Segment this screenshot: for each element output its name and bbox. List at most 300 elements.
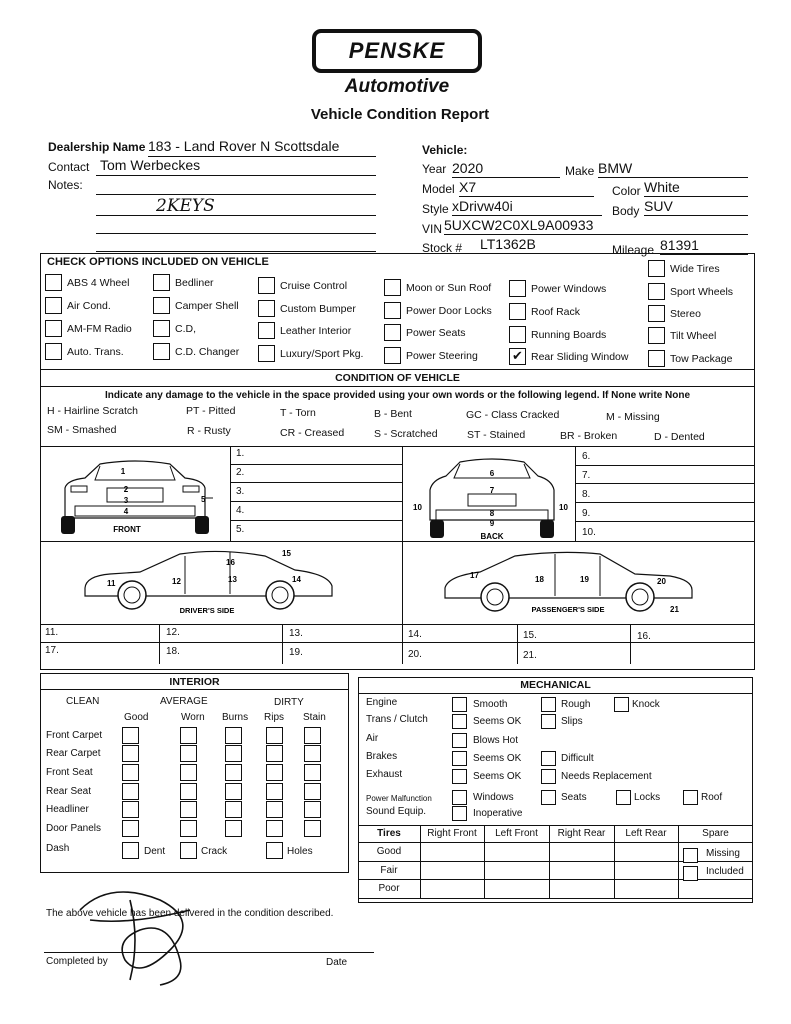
option-checkbox-luxury-sport-pkg[interactable]: [258, 345, 275, 362]
dash-option-holes: Holes: [287, 846, 313, 857]
mech-checkbox-roof[interactable]: [683, 790, 698, 805]
option-label-power-door-locks: Power Door Locks: [406, 305, 492, 317]
damage-number-18: 18.: [166, 646, 180, 657]
dealership-name-field[interactable]: [148, 138, 376, 157]
mech-option-difficult: Difficult: [561, 753, 594, 764]
mech-row-label: Brakes: [366, 751, 398, 762]
mech-checkbox-seems-ok[interactable]: [452, 714, 467, 729]
contact-field[interactable]: [96, 157, 376, 176]
interior-col-worn: Worn: [181, 712, 205, 723]
interior-checkbox[interactable]: [304, 783, 321, 800]
damage-entry-1[interactable]: [250, 448, 390, 462]
dash-checkbox-dent[interactable]: [122, 842, 139, 859]
legend-item: BR - Broken: [560, 430, 618, 442]
interior-checkbox[interactable]: [266, 745, 283, 762]
option-checkbox-auto-trans[interactable]: [45, 343, 62, 360]
grid-line: [230, 464, 402, 465]
front-mark-2: 2: [123, 485, 129, 494]
interior-checkbox[interactable]: [225, 801, 242, 818]
option-label-power-steering: Power Steering: [406, 350, 478, 362]
mech-option-seems-ok: Seems OK: [473, 753, 522, 764]
mech-option-locks: Locks: [634, 792, 661, 803]
option-label-sport-wheels: Sport Wheels: [670, 286, 734, 298]
option-label-tilt-wheel: Tilt Wheel: [670, 330, 717, 342]
option-label-luxury-sport-pkg: Luxury/Sport Pkg.: [280, 348, 364, 360]
model-label: Model: [422, 182, 455, 196]
grid-line: [230, 446, 231, 541]
interior-col-rips: Rips: [264, 712, 285, 723]
front-label: FRONT: [113, 525, 141, 534]
mech-checkbox-knock[interactable]: [614, 697, 629, 712]
damage-entry-18[interactable]: [190, 646, 275, 660]
notes-line-3[interactable]: [96, 216, 376, 234]
mech-checkbox-windows[interactable]: [452, 790, 467, 805]
interior-checkbox[interactable]: [180, 745, 197, 762]
option-checkbox-power-seats[interactable]: [384, 324, 401, 341]
legend-item: B - Bent: [374, 408, 412, 420]
damage-number-3: 3.: [236, 486, 245, 497]
option-label-moon-or-sun-roof: Moon or Sun Roof: [406, 282, 492, 294]
interior-row-label: Front Carpet: [46, 730, 103, 741]
dealership-name-label: Dealership Name: [48, 140, 146, 154]
mech-checkbox-locks[interactable]: [616, 790, 631, 805]
grid-line: [358, 898, 753, 899]
interior-checkbox[interactable]: [266, 764, 283, 781]
mech-row-label: Trans / Clutch: [366, 714, 428, 725]
driver-mark-16: 16: [226, 558, 235, 567]
back-mark-9: 9: [489, 519, 495, 528]
tires-header: Left Rear: [625, 828, 667, 839]
option-label-bedliner: Bedliner: [175, 277, 214, 289]
interior-checkbox[interactable]: [180, 727, 197, 744]
option-label-rear-sliding-window: Rear Sliding Window: [531, 351, 629, 363]
vin-field[interactable]: [444, 217, 748, 235]
interior-checkbox[interactable]: [304, 820, 321, 837]
option-checkbox-stereo[interactable]: [648, 305, 665, 322]
option-checkbox-custom-bumper[interactable]: [258, 300, 275, 317]
completed-by-label: Completed by: [46, 956, 108, 967]
option-label-c-d-changer: C.D. Changer: [175, 346, 240, 358]
color-label: Color: [612, 184, 641, 198]
notes-line-4[interactable]: [96, 234, 376, 252]
interior-checkbox[interactable]: [225, 783, 242, 800]
grid-line: [230, 501, 402, 502]
damage-number-4: 4.: [236, 505, 245, 516]
option-checkbox-power-windows[interactable]: [509, 280, 526, 297]
interior-row-label: Front Seat: [46, 767, 93, 778]
legend-item: SM - Smashed: [47, 424, 117, 436]
damage-number-9: 9.: [582, 508, 591, 519]
mech-option-seems-ok: Seems OK: [473, 716, 522, 727]
option-label-stereo: Stereo: [670, 308, 701, 320]
damage-number-17: 17.: [45, 645, 59, 656]
damage-number-16: 16.: [637, 631, 651, 642]
option-checkbox-tow-package[interactable]: [648, 350, 665, 367]
dash-option-crack: Crack: [201, 846, 228, 857]
vehicle-heading: Vehicle:: [422, 143, 468, 157]
damage-number-14: 14.: [408, 629, 422, 640]
option-checkbox-camper-shell[interactable]: [153, 297, 170, 314]
interior-checkbox[interactable]: [122, 745, 139, 762]
damage-number-15: 15.: [523, 630, 537, 641]
option-checkbox-power-door-locks[interactable]: [384, 302, 401, 319]
dash-checkbox-holes[interactable]: [266, 842, 283, 859]
damage-entry-12[interactable]: [190, 627, 275, 641]
tires-header: Spare: [702, 828, 729, 839]
damage-entry-7[interactable]: [598, 470, 738, 484]
mech-checkbox-difficult[interactable]: [541, 751, 556, 766]
notes-line-1[interactable]: [96, 176, 376, 195]
option-checkbox-sport-wheels[interactable]: [648, 283, 665, 300]
damage-number-5: 5.: [236, 524, 245, 535]
group-average: AVERAGE: [160, 696, 208, 707]
interior-col-good: Good: [124, 712, 149, 723]
back-mark-10-left: 10: [413, 503, 422, 512]
option-checkbox-roof-rack[interactable]: [509, 303, 526, 320]
interior-row-label: Rear Carpet: [46, 748, 101, 759]
style-field[interactable]: [452, 198, 602, 216]
stock-field[interactable]: [474, 236, 604, 254]
driver-side-diagram: [80, 548, 340, 616]
back-car-diagram: [410, 458, 575, 543]
tires-header: Right Front: [427, 828, 477, 839]
year-label: Year: [422, 162, 447, 176]
interior-checkbox[interactable]: [225, 727, 242, 744]
damage-entry-14[interactable]: [432, 629, 517, 643]
damage-entry-10[interactable]: [598, 527, 738, 541]
option-label-auto-trans: Auto. Trans.: [67, 346, 124, 358]
front-mark-1: 1: [120, 467, 126, 476]
spare-checkbox-included[interactable]: [683, 866, 698, 881]
grid-line: [575, 465, 755, 466]
mileage-label: Mileage: [612, 243, 655, 257]
damage-number-6: 6.: [582, 451, 591, 462]
grid-line: [40, 541, 755, 542]
damage-number-8: 8.: [582, 489, 591, 500]
divider: [40, 689, 349, 690]
interior-col-burns: Burns: [222, 712, 249, 723]
driver-mark-13: 13: [228, 575, 237, 584]
option-label-camper-shell: Camper Shell: [175, 300, 239, 312]
tires-header: Right Rear: [557, 828, 606, 839]
driver-mark-14: 14: [292, 575, 301, 584]
interior-checkbox[interactable]: [122, 783, 139, 800]
damage-entry-15[interactable]: [547, 630, 632, 644]
option-label-custom-bumper: Custom Bumper: [280, 303, 356, 315]
body-field[interactable]: [644, 198, 748, 216]
damage-number-19: 19.: [289, 647, 303, 658]
color-field[interactable]: [644, 179, 748, 197]
option-checkbox-rear-sliding-window[interactable]: ✔: [509, 348, 526, 365]
dash-checkbox-crack[interactable]: [180, 842, 197, 859]
tires-header: Left Front: [495, 828, 538, 839]
option-checkbox-running-boards[interactable]: [509, 326, 526, 343]
grid-line: [230, 482, 402, 483]
damage-entry-6[interactable]: [598, 451, 738, 465]
tires-row-label: Good: [376, 846, 402, 857]
notes-line-2[interactable]: [96, 196, 376, 216]
interior-checkbox[interactable]: [266, 820, 283, 837]
damage-entry-9[interactable]: [598, 508, 738, 522]
mech-checkbox-slips[interactable]: [541, 714, 556, 729]
option-checkbox-power-steering[interactable]: [384, 347, 401, 364]
option-label-power-windows: Power Windows: [531, 283, 607, 295]
mech-option-seems-ok: Seems OK: [473, 771, 522, 782]
mech-checkbox-seats[interactable]: [541, 790, 556, 805]
delivery-statement: The above vehicle has been delivered in the condition described.: [46, 908, 334, 919]
penske-logo: [312, 29, 482, 73]
interior-col-stain: Stain: [303, 712, 326, 723]
tires-header: Tires: [377, 828, 401, 839]
stock-value: LT1362B: [480, 236, 536, 252]
interior-checkbox[interactable]: [304, 745, 321, 762]
damage-number-10: 10.: [582, 527, 596, 538]
group-clean: CLEAN: [66, 696, 100, 707]
passenger-mark-17: 17: [470, 571, 479, 580]
option-checkbox-c-d-changer[interactable]: [153, 343, 170, 360]
mech-checkbox-needs-replacement[interactable]: [541, 769, 556, 784]
notes-label: Notes:: [48, 178, 83, 192]
signature-image: [70, 880, 220, 990]
damage-number-2: 2.: [236, 467, 245, 478]
interior-row-label: Dash: [46, 843, 70, 854]
option-label-c-d: C.D,: [175, 323, 196, 335]
driver-mark-12: 12: [172, 577, 181, 586]
mech-row-label: Power Malfunction: [366, 794, 432, 803]
option-checkbox-am-fm-radio[interactable]: [45, 320, 62, 337]
option-checkbox-c-d[interactable]: [153, 320, 170, 337]
option-checkbox-air-cond[interactable]: [45, 297, 62, 314]
interior-checkbox[interactable]: [304, 801, 321, 818]
legend-item: CR - Creased: [280, 427, 345, 439]
make-value: BMW: [598, 160, 633, 176]
option-checkbox-abs-4-wheel[interactable]: [45, 274, 62, 291]
interior-checkbox[interactable]: [180, 783, 197, 800]
divider: [40, 446, 755, 447]
damage-entry-16[interactable]: [661, 631, 746, 645]
divider: [40, 369, 755, 370]
brand-name: PENSKE: [348, 38, 446, 63]
interior-row-label: Headliner: [46, 804, 89, 815]
mech-row-label: Air: [366, 733, 379, 744]
driver-mark-11: 11: [107, 579, 116, 588]
year-field[interactable]: [452, 160, 560, 178]
mech-option-slips: Slips: [561, 716, 583, 727]
interior-checkbox[interactable]: [304, 764, 321, 781]
passenger-side-label: PASSENGER'S SIDE: [531, 605, 605, 614]
damage-entry-5[interactable]: [250, 524, 390, 538]
condition-instruction: Indicate any damage to the vehicle in the space provided using your own words or the following legend. If None write None: [104, 390, 691, 401]
front-mark-3: 3: [123, 496, 129, 505]
back-mark-10-right: 10: [559, 503, 568, 512]
option-checkbox-wide-tires[interactable]: [648, 260, 665, 277]
passenger-mark-21: 21: [670, 605, 679, 614]
grid-line: [575, 446, 576, 541]
damage-number-7: 7.: [582, 470, 591, 481]
option-label-wide-tires: Wide Tires: [670, 263, 720, 275]
interior-checkbox[interactable]: [304, 727, 321, 744]
mech-checkbox-blows-hot[interactable]: [452, 733, 467, 748]
front-mark-5: 5: [201, 495, 206, 504]
damage-entry-20[interactable]: [432, 649, 517, 663]
notes-value: 2KEYS: [156, 196, 215, 216]
passenger-mark-19: 19: [580, 575, 589, 584]
front-mark-4: 4: [123, 507, 129, 516]
interior-checkbox[interactable]: [266, 727, 283, 744]
interior-title: INTERIOR: [169, 676, 220, 688]
grid-line: [40, 642, 755, 643]
damage-entry-2[interactable]: [250, 467, 390, 481]
mileage-value: 81391: [660, 237, 699, 253]
mech-checkbox-seems-ok[interactable]: [452, 769, 467, 784]
spare-checkbox-missing[interactable]: [683, 848, 698, 863]
model-field[interactable]: [459, 179, 594, 197]
options-title: CHECK OPTIONS INCLUDED ON VEHICLE: [47, 256, 269, 268]
option-label-power-seats: Power Seats: [406, 327, 466, 339]
mech-row-label: Exhaust: [366, 769, 403, 780]
interior-checkbox[interactable]: [266, 783, 283, 800]
tires-row-label: Poor: [378, 883, 400, 894]
damage-number-11: 11.: [45, 627, 59, 638]
grid-line: [159, 624, 160, 664]
interior-checkbox[interactable]: [122, 727, 139, 744]
mech-option-roof: Roof: [701, 792, 723, 803]
damage-number-1: 1.: [236, 448, 245, 459]
option-checkbox-tilt-wheel[interactable]: [648, 327, 665, 344]
mech-checkbox-inoperative[interactable]: [452, 806, 467, 821]
grid-line: [358, 825, 753, 826]
grid-line: [358, 842, 753, 843]
damage-entry-13[interactable]: [313, 628, 398, 642]
option-label-tow-package: Tow Package: [670, 353, 733, 365]
interior-checkbox[interactable]: [225, 745, 242, 762]
legend-item: M - Missing: [606, 411, 660, 423]
option-label-air-cond: Air Cond.: [67, 300, 111, 312]
option-checkbox-leather-interior[interactable]: [258, 322, 275, 339]
grid-line: [402, 624, 403, 664]
option-label-cruise-control: Cruise Control: [280, 280, 348, 292]
option-label-leather-interior: Leather Interior: [280, 325, 352, 337]
driver-mark-15: 15: [282, 549, 291, 558]
year-value: 2020: [452, 160, 484, 176]
damage-number-12: 12.: [166, 627, 180, 638]
mech-option-inoperative: Inoperative: [473, 808, 523, 819]
color-value: White: [644, 179, 680, 195]
mech-option-needs-replacement: Needs Replacement: [561, 771, 652, 782]
damage-entry-11[interactable]: [69, 627, 154, 641]
grid-line: [517, 624, 518, 664]
legend-item: S - Scratched: [374, 428, 438, 440]
damage-entry-3[interactable]: [250, 486, 390, 500]
damage-entry-17[interactable]: [69, 645, 154, 659]
interior-checkbox[interactable]: [180, 764, 197, 781]
back-mark-7: 7: [489, 486, 495, 495]
damage-entry-21[interactable]: [547, 650, 632, 664]
model-value: X7: [459, 179, 477, 195]
interior-checkbox[interactable]: [122, 764, 139, 781]
interior-checkbox[interactable]: [225, 764, 242, 781]
back-label: BACK: [480, 532, 504, 541]
damage-entry-8[interactable]: [598, 489, 738, 503]
group-dirty: DIRTY: [274, 697, 304, 708]
option-label-abs-4-wheel: ABS 4 Wheel: [67, 277, 130, 289]
contact-value: Tom Werbeckes: [100, 157, 201, 173]
front-car-diagram: [55, 458, 215, 538]
tires-row-label: Fair: [380, 865, 398, 876]
condition-title: CONDITION OF VEHICLE: [335, 372, 460, 384]
page-title: Vehicle Condition Report: [310, 106, 490, 123]
damage-number-13: 13.: [289, 628, 303, 639]
option-checkbox-bedliner[interactable]: [153, 274, 170, 291]
vin-value: 5UXCW2C0XL9A00933: [444, 217, 594, 233]
mech-option-windows: Windows: [473, 792, 514, 803]
legend-item: PT - Pitted: [186, 405, 236, 417]
body-label: Body: [612, 204, 640, 218]
spare-option-included: Included: [706, 866, 744, 877]
legend-item: R - Rusty: [187, 425, 231, 437]
option-label-running-boards: Running Boards: [531, 329, 607, 341]
make-field[interactable]: [598, 160, 748, 178]
contact-label: Contact: [48, 160, 90, 174]
dash-option-dent: Dent: [144, 846, 166, 857]
back-mark-6: 6: [489, 469, 495, 478]
interior-checkbox[interactable]: [225, 820, 242, 837]
grid-line: [402, 446, 403, 641]
interior-checkbox[interactable]: [122, 820, 139, 837]
option-checkbox-cruise-control[interactable]: [258, 277, 275, 294]
option-checkbox-moon-or-sun-roof[interactable]: [384, 279, 401, 296]
passenger-side-diagram: [440, 550, 700, 618]
mech-option-blows-hot: Blows Hot: [473, 735, 519, 746]
back-mark-8: 8: [489, 509, 495, 518]
brand-subtitle: Automotive: [344, 76, 450, 97]
passenger-mark-20: 20: [657, 577, 666, 586]
interior-checkbox[interactable]: [180, 820, 197, 837]
damage-number-20: 20.: [408, 649, 422, 660]
legend-item: D - Dented: [654, 431, 705, 443]
damage-entry-19[interactable]: [313, 647, 398, 661]
legend-item: ST - Stained: [467, 429, 526, 441]
style-label: Style: [422, 202, 449, 216]
grid-line: [40, 624, 755, 625]
divider: [358, 693, 753, 694]
interior-checkbox[interactable]: [122, 801, 139, 818]
damage-number-21: 21.: [523, 650, 537, 661]
option-label-am-fm-radio: AM-FM Radio: [67, 323, 132, 335]
damage-entry-4[interactable]: [250, 505, 390, 519]
driver-side-label: DRIVER'S SIDE: [179, 606, 235, 615]
mech-row-label: Sound Equip.: [366, 806, 427, 817]
mech-row-label: Engine: [366, 697, 398, 708]
interior-checkbox[interactable]: [266, 801, 283, 818]
vin-label: VIN: [422, 222, 443, 236]
interior-checkbox[interactable]: [180, 801, 197, 818]
style-value: xDrivw40i: [452, 198, 513, 214]
divider: [40, 386, 755, 387]
mech-checkbox-smooth[interactable]: [452, 697, 467, 712]
mech-option-smooth: Smooth: [473, 699, 508, 710]
date-label: Date: [326, 957, 348, 968]
legend-item: H - Hairline Scratch: [47, 405, 139, 417]
mech-checkbox-rough[interactable]: [541, 697, 556, 712]
dealership-name-value: 183 - Land Rover N Scottsdale: [148, 138, 340, 154]
mech-checkbox-seems-ok[interactable]: [452, 751, 467, 766]
option-label-roof-rack: Roof Rack: [531, 306, 581, 318]
body-value: SUV: [644, 198, 673, 214]
grid-line: [282, 624, 283, 664]
interior-row-label: Rear Seat: [46, 786, 92, 797]
interior-row-label: Door Panels: [46, 823, 102, 834]
